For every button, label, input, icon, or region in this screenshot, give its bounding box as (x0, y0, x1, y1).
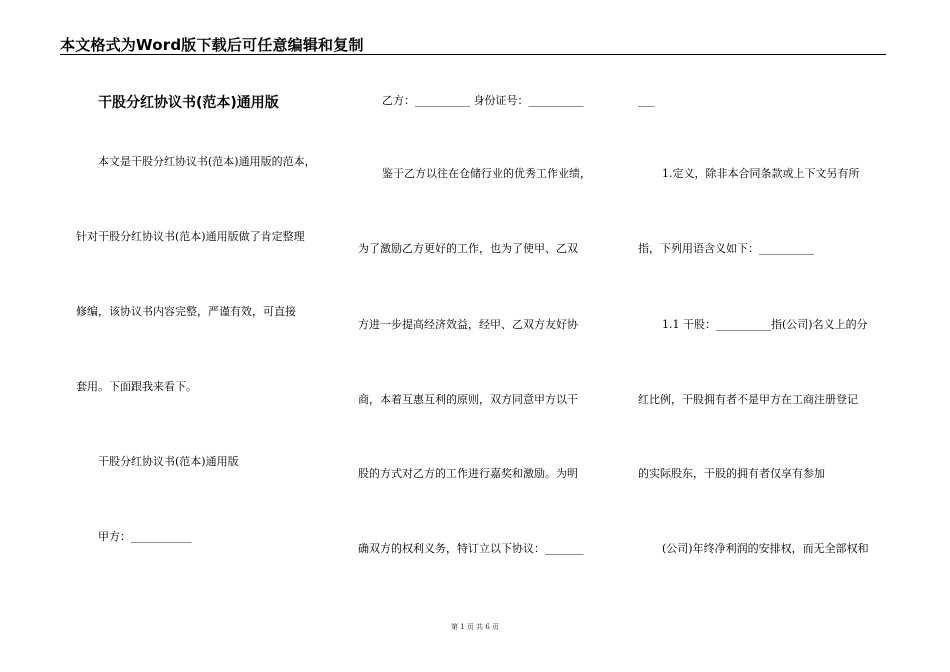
paragraph-line: 红比例，干股拥有者不是甲方在工商注册登记 (638, 393, 858, 406)
paragraph-line: 为了激励乙方更好的工作，也为了使甲、乙双 (358, 242, 578, 255)
header-title: 本文格式为Word版下载后可任意编辑和复制 (60, 36, 364, 54)
paragraph-line: 套用。下面跟我来看下。 (76, 380, 197, 393)
paragraph-line: 修编，该协议书内容完整，严谨有效，可直接 (76, 305, 296, 318)
paragraph-line: 鉴于乙方以往在仓储行业的优秀工作业绩， (382, 167, 591, 180)
party-b-line: 乙方：__________ 身份证号：__________ (382, 94, 584, 107)
paragraph-line: ___ (638, 94, 655, 107)
page-number: 第 1 页 共 6 页 (450, 623, 500, 631)
paragraph-line: 1.定义，除非本合同条款或上下文另有所 (662, 167, 860, 180)
paragraph-line: 干股分红协议书(范本)通用版 (98, 455, 239, 468)
paragraph-line: 股的方式对乙方的工作进行嘉奖和激励。为明 (358, 467, 578, 480)
header-divider (60, 54, 886, 55)
paragraph-line: 1.1 干股：__________指(公司)名义上的分 (662, 318, 868, 331)
paragraph-line: 本文是干股分红协议书(范本)通用版的范本， (98, 155, 316, 168)
paragraph-line: 确双方的权利义务，特订立以下协议：_______ (358, 542, 584, 555)
party-a-line: 甲方：___________ (98, 530, 192, 543)
paragraph-line: 的实际股东，干股的拥有者仅享有参加 (638, 467, 825, 480)
paragraph-line: 商，本着互惠互利的原则，双方同意甲方以干 (358, 393, 578, 406)
document-title: 干股分红协议书(范本)通用版 (98, 95, 279, 111)
paragraph-line: 指，下列用语含义如下：__________ (638, 242, 814, 255)
paragraph-line: 针对干股分红协议书(范本)通用版做了肯定整理 (76, 230, 305, 243)
paragraph-line: 方进一步提高经济效益，经甲、乙双方友好协 (358, 318, 578, 331)
paragraph-line: (公司)年终净利润的安排权，而无全部权和 (662, 542, 869, 555)
